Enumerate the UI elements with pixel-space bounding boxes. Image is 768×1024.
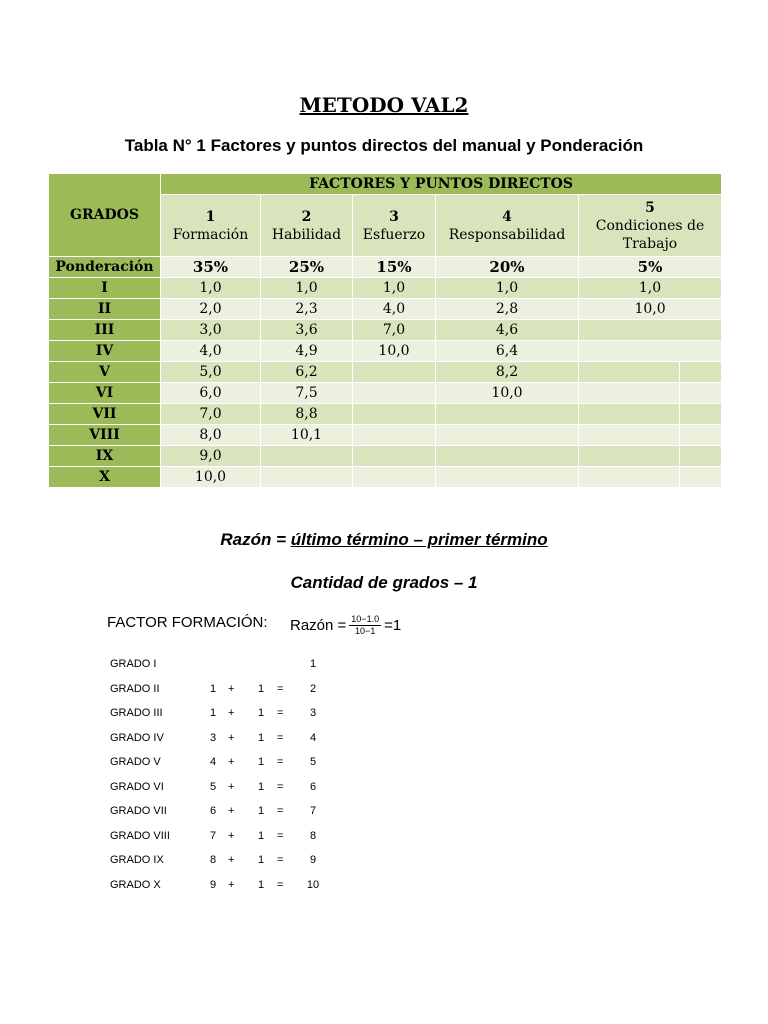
calc-eq: = [277, 829, 284, 842]
table-row [49, 383, 722, 404]
table-cell [353, 362, 436, 383]
table-cell [436, 467, 579, 488]
table-cell [579, 341, 722, 362]
table-cell-empty [680, 467, 722, 488]
calc-label: GRADO IV [110, 731, 164, 744]
table-cell [353, 404, 436, 425]
calc-res: 1 [309, 658, 317, 670]
calc-a: 5 [209, 780, 217, 793]
table-cell [261, 446, 353, 467]
calc-b: 1 [258, 829, 265, 842]
calc-res: 2 [309, 682, 317, 695]
calc-b: 1 [258, 805, 265, 817]
calc-label: GRADO X [110, 878, 161, 891]
table-cell-empty [680, 446, 722, 467]
calc-label: GRADO VI [110, 780, 164, 793]
table-cell [353, 383, 436, 404]
table-cell [436, 404, 579, 425]
table-cell [579, 383, 680, 404]
table-cell: 1,0 [261, 278, 353, 299]
table-cell: 1,0 [579, 278, 722, 299]
calc-label: GRADO I [110, 658, 157, 670]
table-cell: 2,3 [261, 299, 353, 320]
calc-label: GRADO II [110, 682, 160, 695]
calc-a: 4 [209, 756, 217, 768]
formula-numerator-line [0, 530, 768, 550]
factor-header-5: 5 Condiciones de Trabajo [579, 195, 722, 257]
table-cell: 1,0 [436, 278, 579, 299]
calc-b: 1 [258, 756, 265, 768]
table-row [49, 362, 722, 383]
calc-res: 6 [309, 780, 317, 793]
razon-expression [290, 614, 401, 637]
razon-label: Razón = [290, 617, 347, 634]
formula-numerator: último término – primer término [290, 530, 548, 549]
calc-a: 1 [209, 682, 217, 695]
table-cell [579, 425, 680, 446]
table-cell: 10,0 [436, 383, 579, 404]
formula-lhs: Razón = [220, 530, 291, 549]
factor-header-4: 4 Responsabilidad [436, 195, 579, 257]
calc-a: 7 [209, 829, 217, 842]
calc-a: 6 [209, 805, 217, 817]
factors-group-header: FACTORES Y PUNTOS DIRECTOS [161, 174, 722, 195]
calc-res: 10 [306, 878, 320, 891]
table-row [49, 341, 722, 362]
table-cell: 7,5 [261, 383, 353, 404]
calc-res: 9 [309, 854, 317, 866]
grade-label: X [49, 467, 161, 488]
table-row [49, 320, 722, 341]
calc-plus: + [228, 878, 235, 891]
calc-plus: + [228, 756, 235, 768]
calc-label: GRADO IX [110, 854, 164, 866]
page-title: METODO VAL2 [299, 93, 469, 117]
table-row [49, 404, 722, 425]
calc-a: 1 [209, 707, 217, 719]
table-cell [353, 446, 436, 467]
table-cell: 4,6 [436, 320, 579, 341]
table-row [49, 467, 722, 488]
ponderacion-cell: 25% [261, 257, 353, 278]
calc-b: 1 [258, 682, 265, 695]
calc-plus: + [228, 707, 235, 719]
calc-res: 7 [309, 805, 317, 817]
calc-label: GRADO III [110, 707, 163, 719]
ponderacion-cell: 20% [436, 257, 579, 278]
table-cell: 2,0 [161, 299, 261, 320]
factor-header-3: 3 Esfuerzo [353, 195, 436, 257]
table-cell [353, 425, 436, 446]
calc-plus: + [228, 805, 235, 817]
table-cell: 6,0 [161, 383, 261, 404]
calc-plus: + [228, 731, 235, 744]
table-cell: 4,0 [161, 341, 261, 362]
calc-plus: + [228, 780, 235, 793]
table-cell: 8,2 [436, 362, 579, 383]
calc-eq: = [277, 707, 284, 719]
table-row [49, 299, 722, 320]
table-cell-empty [680, 425, 722, 446]
calc-plus: + [228, 829, 235, 842]
grade-label: VII [49, 404, 161, 425]
factor-header-2: 2 Habilidad [261, 195, 353, 257]
table-cell: 8,8 [261, 404, 353, 425]
table-cell [436, 425, 579, 446]
grade-label: IV [49, 341, 161, 362]
table-cell: 1,0 [161, 278, 261, 299]
table-cell: 4,0 [353, 299, 436, 320]
table-cell: 1,0 [353, 278, 436, 299]
table-cell: 10,1 [261, 425, 353, 446]
grados-header: GRADOS [49, 174, 161, 257]
table-cell: 6,4 [436, 341, 579, 362]
table-cell: 8,0 [161, 425, 261, 446]
calc-res: 3 [309, 707, 317, 719]
factor-label: FACTOR FORMACIÓN: [107, 614, 268, 631]
table-cell: 7,0 [353, 320, 436, 341]
grade-label: II [49, 299, 161, 320]
factors-table [48, 173, 722, 488]
calc-res: 5 [309, 756, 317, 768]
calc-eq: = [277, 731, 284, 744]
table-row [49, 278, 722, 299]
calc-b: 1 [258, 878, 265, 891]
calc-label: GRADO V [110, 756, 161, 768]
calc-plus: + [228, 682, 235, 695]
formula-denominator: Cantidad de grados – 1 [290, 573, 478, 592]
grade-label: VIII [49, 425, 161, 446]
ponderacion-row [49, 257, 722, 278]
calc-a: 8 [209, 854, 217, 866]
table-cell-empty [680, 362, 722, 383]
table-cell [579, 404, 680, 425]
table-cell: 10,0 [353, 341, 436, 362]
table-row [49, 425, 722, 446]
table-cell-empty [680, 404, 722, 425]
table-cell [261, 467, 353, 488]
table-cell: 9,0 [161, 446, 261, 467]
calc-eq: = [277, 878, 284, 891]
calc-eq: = [277, 780, 284, 793]
calc-b: 1 [258, 780, 265, 793]
table-cell: 10,0 [579, 299, 722, 320]
razon-result: =1 [384, 617, 402, 634]
calc-plus: + [228, 854, 235, 866]
table-cell [579, 446, 680, 467]
calc-b: 1 [258, 854, 265, 866]
calc-a: 3 [209, 731, 217, 744]
ponderacion-cell: 15% [353, 257, 436, 278]
ponderacion-cell: 5% [579, 257, 722, 278]
table-cell: 5,0 [161, 362, 261, 383]
calc-label: GRADO VII [110, 805, 167, 817]
calc-eq: = [277, 805, 284, 817]
calc-label: GRADO VIII [110, 829, 170, 842]
table-cell [436, 446, 579, 467]
table-cell: 4,9 [261, 341, 353, 362]
table-cell [353, 467, 436, 488]
table-cell: 3,6 [261, 320, 353, 341]
table-cell: 2,8 [436, 299, 579, 320]
calc-b: 1 [258, 707, 265, 719]
razon-fraction [349, 614, 381, 637]
table-cell [579, 320, 722, 341]
table-cell: 6,2 [261, 362, 353, 383]
table-cell [579, 467, 680, 488]
table-cell [579, 362, 680, 383]
table-cell: 3,0 [161, 320, 261, 341]
grade-label: I [49, 278, 161, 299]
calc-b: 1 [258, 731, 265, 744]
ponderacion-label: Ponderación [49, 257, 161, 278]
grade-label: III [49, 320, 161, 341]
factor-header-1: 1 Formación [161, 195, 261, 257]
calc-res: 4 [309, 731, 317, 744]
calc-res: 8 [309, 829, 317, 842]
fraction-numerator: 10−1.0 [351, 614, 380, 624]
calc-eq: = [277, 756, 284, 768]
table-cell: 10,0 [161, 467, 261, 488]
calc-a: 9 [209, 878, 217, 891]
calc-eq: = [277, 854, 284, 866]
table-caption: Tabla N° 1 Factores y puntos directos del manual y Ponderación [124, 136, 644, 155]
ponderacion-cell: 35% [161, 257, 261, 278]
table-cell: 7,0 [161, 404, 261, 425]
grade-label: VI [49, 383, 161, 404]
grade-label: V [49, 362, 161, 383]
grade-label: IX [49, 446, 161, 467]
calc-eq: = [277, 682, 284, 695]
fraction-denominator: 10−1 [355, 626, 376, 636]
table-cell-empty [680, 383, 722, 404]
table-row [49, 446, 722, 467]
